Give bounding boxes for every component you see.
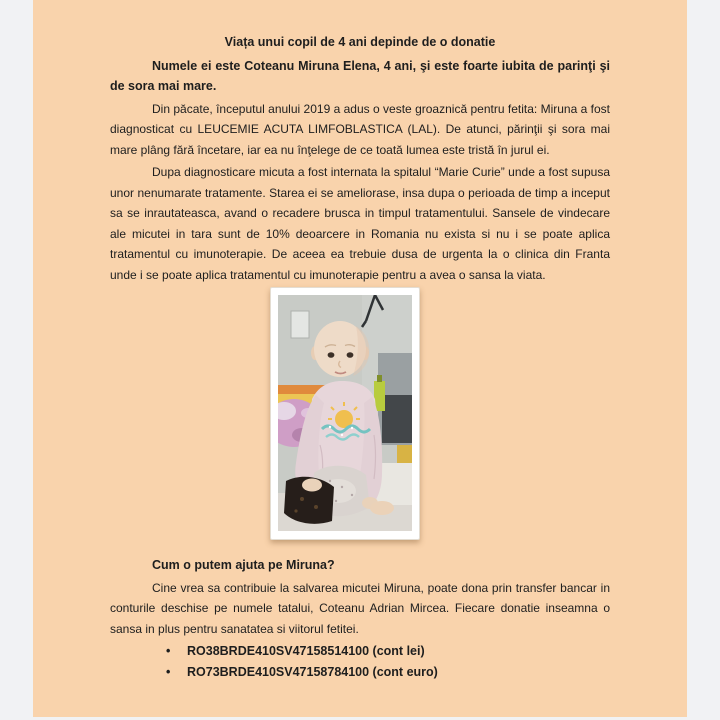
child-photo-illustration xyxy=(278,295,412,531)
account-text-euro: RO73BRDE410SV47158784100 (cont euro) xyxy=(187,664,438,679)
help-paragraph: Cine vrea sa contribuie la salvarea micutei Miruna, poate dona prin transfer bancar in conturile deschise pe numele tatalui, Coteanu Adrian Mircea. Fiecare donatie inseamna o sansa in plus pentru sanatatea si viitorul fetitei. xyxy=(110,580,610,636)
diagnosis-paragraph: Din păcate, începutul anului 2019 a adus o veste groaznică pentru fetita: Miruna a fost diagnosticat cu LEUCEMIE ACUTA LIMFOBLASTICA (LAL). De atunci, părinţii şi sora mai mare plâng fără încetare, iar ea nu înţelege de ce toată lumea este tristă în jurul ei. xyxy=(110,101,610,157)
account-item-euro xyxy=(110,662,610,683)
child-foot xyxy=(370,501,394,515)
child-photo xyxy=(270,287,420,540)
child-hand xyxy=(302,479,322,492)
account-list xyxy=(110,641,610,682)
help-heading: Cum o putem ajuta pe Miruna? xyxy=(152,558,335,572)
bullet-icon: • xyxy=(166,644,171,658)
bullet-icon: • xyxy=(166,664,171,679)
intro-paragraph: Numele ei este Coteanu Miruna Elena, 4 ani, şi este foarte iubita de parinţi şi de sora mai mare. xyxy=(110,58,610,93)
treatment-paragraph: Dupa diagnosticare micuta a fost internata la spitalul “Marie Curie” unde a fost supusa unor nenumarate tratamente. Starea ei se ameliorase, insa dupa o perioada de timp a inceput sa se inrautateasca, avand o recadere brusca in timpul tratamentului. Sansele de vindecare ale micutei in tara sunt de 10% deoarcere in Romania nu exista si nu i se poate aplica tratamentul cu imunoterapie. De aceea ea trebuie dusa de urgenta la o clinica din Franta unde i se poate aplica tratamentul cu imunoterapie pentru a avea o sansa la viata. xyxy=(110,165,610,282)
account-item-lei xyxy=(110,641,610,662)
document-page xyxy=(33,0,687,717)
document-content xyxy=(33,0,687,682)
account-text-lei: RO38BRDE410SV47158514100 (cont lei) xyxy=(187,644,425,658)
page-title: Viața unui copil de 4 ani depinde de o donatie xyxy=(224,35,496,49)
paper-on-wall xyxy=(291,311,309,338)
